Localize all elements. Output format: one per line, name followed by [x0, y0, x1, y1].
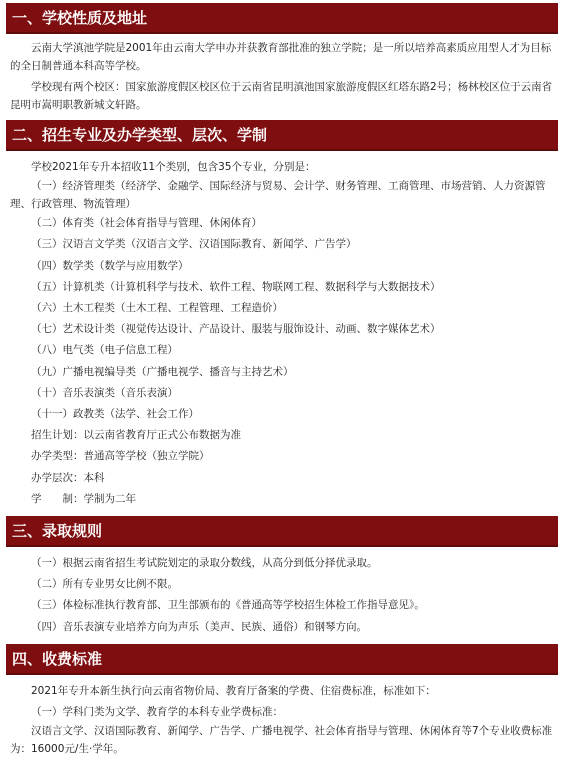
rule-item: （一）根据云南省招生考试院划定的录取分数线，从高分到低分择优录取。 [31, 557, 378, 570]
section-title-majors: 二、招生专业及办学类型、层次、学制 [6, 120, 558, 151]
fact-enrollment-plan: 招生计划：以云南省教育厅正式公布数据为准 [31, 429, 241, 442]
rule-item: （三）体检标准执行教育部、卫生部颁布的《普通高等学校招生体检工作指导意见》。 [31, 599, 425, 612]
fees-intro: 2021年专升本新生执行向云南省物价局、教育厅备案的学费、住宿费标准，标准如下： [31, 684, 436, 697]
fact-duration: 学 制：学制为二年 [31, 492, 136, 505]
section-body-school-nature [6, 34, 558, 120]
section-title-admission-rules: 三、录取规则 [6, 516, 558, 547]
rule-item: （二）所有专业男女比例不限。 [31, 578, 178, 591]
section-title-fees: 四、收费标准 [6, 644, 558, 675]
major-category-item: （九）广播电视编导类（广播电视学、播音与主持艺术） [31, 365, 294, 378]
rule-item: （四）音乐表演专业培养方向为声乐（美声、民族、通俗）和钢琴方向。 [31, 620, 367, 633]
fact-school-type: 办学类型：普通高等学校（独立学院） [31, 450, 210, 463]
major-category-item: （五）计算机类（计算机科学与技术、软件工程、物联网工程、数据科学与大数据技术） [31, 280, 441, 293]
major-category-item: （七）艺术设计类（视觉传达设计、产品设计、服装与服饰设计、动画、数字媒体艺术） [31, 323, 441, 336]
section-title-school-nature: 一、学校性质及地址 [6, 3, 558, 34]
majors-intro: 学校2021年专升本招收11个类别，包含35个专业，分别是： [31, 161, 316, 173]
section-body-majors [6, 151, 558, 516]
paragraph-school-intro: 云南大学滇池学院是2001年由云南大学申办并获教育部批准的独立学院；是一所以培养高素质应用型人才为目标的全日制普通本科高等学校。 [10, 42, 552, 72]
major-category-item: （二）体育类（社会体育指导与管理、休闲体育） [31, 217, 262, 230]
major-category-item: （十一）政教类（法学、社会工作） [31, 408, 199, 421]
major-category-item: （四）数学类（数学与应用数学） [31, 259, 189, 272]
fees-item: （一）学科门类为文学、教育学的本科专业学费标准： [31, 706, 283, 719]
major-category-item: （三）汉语言文学类（汉语言文学、汉语国际教育、新闻学、广告学） [31, 238, 357, 251]
fees-paragraph: 汉语言文学、汉语国际教育、新闻学、广告学、广播电视学、社会体育指导与管理、休闲体育等7个专业收费标准为：16000元/生·学年。 [10, 725, 553, 755]
major-category-item: （六）土木工程类（土木工程、工程管理、工程造价） [31, 302, 283, 315]
major-category-item: （一）经济管理类（经济学、金融学、国际经济与贸易、会计学、财务管理、工商管理、市场营销、人力资源管理、行政管理、物流管理） [10, 180, 546, 210]
major-category-item: （十）音乐表演类（音乐表演） [31, 386, 178, 399]
paragraph-campus: 学校现有两个校区：国家旅游度假区校区位于云南省昆明滇池国家旅游度假区红塔东路2号；杨林校区位于云南省昆明市嵩明职教新城文轩路。 [10, 81, 553, 111]
section-body-fees [6, 675, 558, 764]
section-body-admission-rules [6, 547, 558, 644]
fact-level: 办学层次：本科 [31, 471, 105, 484]
major-category-item: （八）电气类（电子信息工程） [31, 344, 178, 357]
